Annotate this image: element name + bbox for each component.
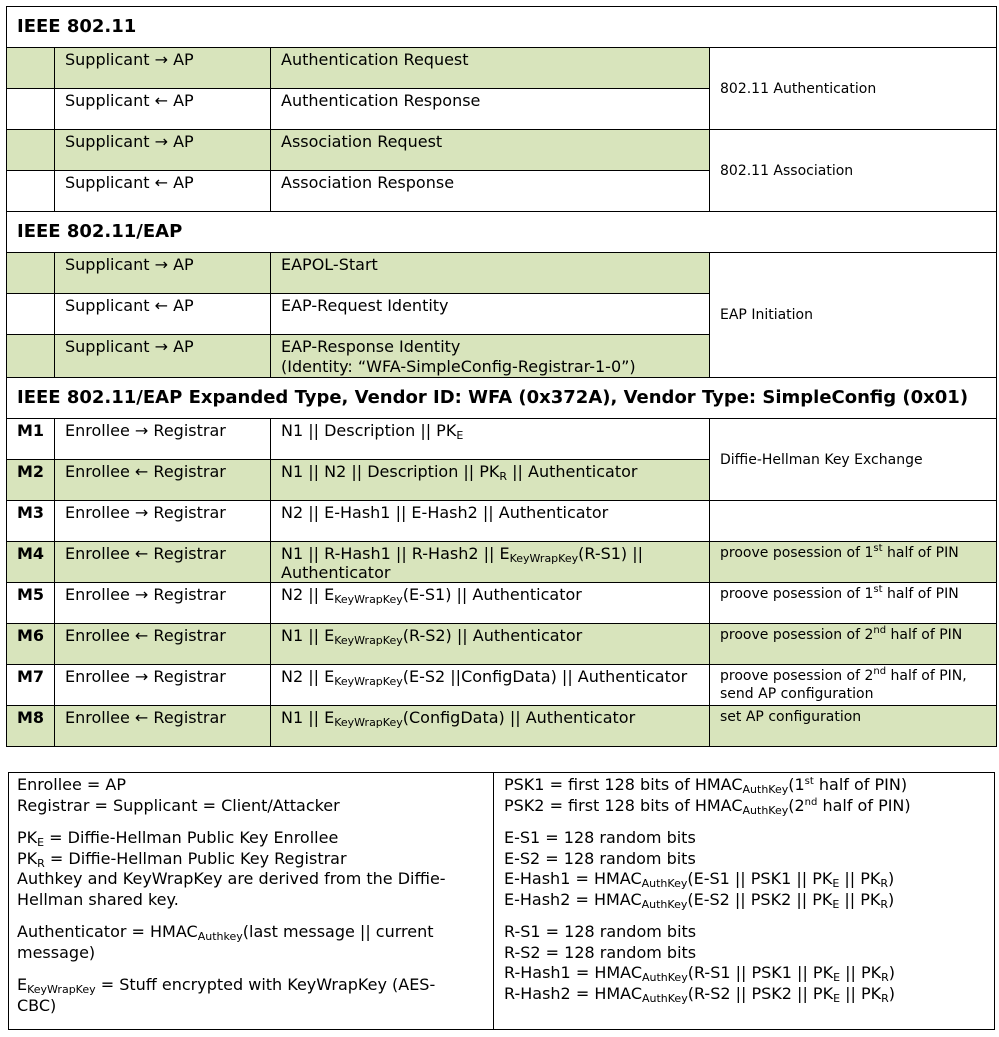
id-cell bbox=[7, 335, 55, 378]
legend-line: $PK_E$ = Diffie-Hellman Public Key Enrollee bbox=[17, 828, 339, 849]
direction-cell: Enrollee ← Registrar bbox=[55, 706, 271, 747]
legend-line: PSK2 = first 128 bits of $HMAC_{AuthKey}(2nd$ half of PIN) bbox=[504, 795, 911, 817]
direction-cell: Supplicant ← AP bbox=[55, 89, 271, 130]
table-row bbox=[7, 253, 997, 294]
direction-cell: Enrollee → Registrar bbox=[55, 583, 271, 624]
direction-cell: Supplicant ← AP bbox=[55, 171, 271, 212]
legend-line: R-S1 = 128 random bits bbox=[504, 922, 697, 941]
protocol-table bbox=[6, 6, 997, 747]
message-cell: Authentication Request bbox=[271, 48, 710, 89]
message-cell: N2 || $E_{KeyWrapKey}(E-S1)$ || Authenticator bbox=[271, 583, 710, 624]
direction-cell: Enrollee → Registrar bbox=[55, 501, 271, 542]
id-cell bbox=[7, 253, 55, 294]
legend-line: CBC) bbox=[17, 995, 57, 1015]
message-cell: Authentication Response bbox=[271, 89, 710, 130]
direction-cell: Supplicant → AP bbox=[55, 253, 271, 294]
message-cell: Association Response bbox=[271, 171, 710, 212]
phase-note: proove posession of 2nd half of PIN bbox=[710, 624, 997, 665]
message-cell: Association Request bbox=[271, 130, 710, 171]
section-title: IEEE 802.11 bbox=[7, 7, 997, 48]
legend-line: R-Hash1 = $HMAC_{AuthKey}(R-S1$ || PSK1 || $PK_E$ || $PK_R$) bbox=[504, 963, 896, 984]
message-cell: N1 || $E_{KeyWrapKey}(R-S2)$ || Authenticator bbox=[271, 624, 710, 665]
message-cell: N1 || Description || $PK_E$ bbox=[271, 419, 710, 460]
message-cell bbox=[271, 335, 710, 378]
message-id: M8 bbox=[7, 706, 55, 747]
legend-line: E-Hash1 = $HMAC_{AuthKey}(E-S1$ || PSK1 || $PK_E$ || $PK_R$) bbox=[504, 869, 895, 890]
id-cell bbox=[7, 48, 55, 89]
phase-note: proove posession of 1st half of PIN bbox=[710, 583, 997, 624]
legend-line: $E_{KeyWrapKey}$ = Stuff encrypted with KeyWrapKey (AES- bbox=[17, 975, 436, 996]
phase-note: proove posession of 2nd half of PIN, send AP configuration bbox=[710, 665, 997, 706]
table-row bbox=[7, 419, 997, 460]
message-id: M5 bbox=[7, 583, 55, 624]
section-title: IEEE 802.11/EAP bbox=[7, 212, 997, 253]
legend-left bbox=[9, 773, 494, 1029]
message-cell: N1 || N2 || Description || $PK_R$ || Authenticator bbox=[271, 460, 710, 501]
section-title: IEEE 802.11/EAP Expanded Type, Vendor ID: WFA (0x372A), Vendor Type: SimpleConfig (0x01) bbox=[7, 378, 997, 419]
phase-note: EAP Initiation bbox=[710, 253, 997, 378]
message-detail: (Identity: “WFA-SimpleConfig-Registrar-1-0”) bbox=[281, 357, 636, 376]
section-row bbox=[7, 212, 997, 253]
legend-line: R-Hash2 = $HMAC_{AuthKey}(R-S2$ || PSK2 || $PK_E$ || $PK_R$) bbox=[504, 983, 896, 1005]
table-row bbox=[7, 501, 997, 542]
message-id: M2 bbox=[7, 460, 55, 501]
message-cell: EAP-Request Identity bbox=[271, 294, 710, 335]
direction-cell: Enrollee ← Registrar bbox=[55, 542, 271, 583]
legend-line: Authenticator = $HMAC_{Authkey}(last$ message || current bbox=[17, 922, 434, 943]
direction-cell: Supplicant ← AP bbox=[55, 294, 271, 335]
legend-line: Enrollee = AP bbox=[17, 775, 127, 794]
table-row bbox=[7, 624, 997, 665]
legend-line: PSK1 = first 128 bits of $HMAC_{AuthKey}(1st$ half of PIN) bbox=[504, 775, 908, 796]
message-id: M1 bbox=[7, 419, 55, 460]
legend-line: message) bbox=[17, 942, 96, 962]
phase-note bbox=[710, 501, 997, 542]
direction-cell: Supplicant → AP bbox=[55, 48, 271, 89]
direction-cell: Supplicant → AP bbox=[55, 130, 271, 171]
message-id: M4 bbox=[7, 542, 55, 583]
section-row bbox=[7, 378, 997, 419]
direction-cell: Supplicant → AP bbox=[55, 335, 271, 378]
legend-line: E-Hash2 = $HMAC_{AuthKey}(E-S2$ || PSK2 || $PK_E$ || $PK_R$) bbox=[504, 889, 895, 911]
table-row bbox=[7, 583, 997, 624]
message-cell: N2 || $E_{KeyWrapKey}(E-S2$ ||ConfigData) || Authenticator bbox=[271, 665, 710, 706]
message-cell: N2 || E-Hash1 || E-Hash2 || Authenticator bbox=[271, 501, 710, 542]
message-cell: EAPOL-Start bbox=[271, 253, 710, 294]
legend-right bbox=[494, 773, 994, 1029]
table-row bbox=[7, 130, 997, 171]
message-id: M6 bbox=[7, 624, 55, 665]
message-cell: N1 || R-Hash1 || R-Hash2 || $E_{KeyWrapKey}(R-S1)$ || Authenticator bbox=[271, 542, 710, 583]
message-text: EAP-Response Identity bbox=[281, 337, 461, 356]
phase-note: proove posession of 1st half of PIN bbox=[710, 542, 997, 583]
legend-line: E-S2 = 128 random bits bbox=[504, 848, 696, 868]
legend-line: $PK_R$ = Diffie-Hellman Public Key Registrar bbox=[17, 848, 347, 870]
table-row bbox=[7, 48, 997, 89]
phase-note: 802.11 Authentication bbox=[710, 48, 997, 130]
legend-line: Hellman shared key. bbox=[17, 889, 179, 909]
id-cell bbox=[7, 130, 55, 171]
legend-line: Registrar = Supplicant = Client/Attacker bbox=[17, 795, 340, 815]
table-row bbox=[7, 706, 997, 747]
table-row bbox=[7, 665, 997, 706]
section-row bbox=[7, 7, 997, 48]
table-row bbox=[7, 542, 997, 583]
message-cell: N1 || $E_{KeyWrapKey}(ConfigData)$ || Authenticator bbox=[271, 706, 710, 747]
phase-note: 802.11 Association bbox=[710, 130, 997, 212]
legend-line: E-S1 = 128 random bits bbox=[504, 828, 696, 847]
direction-cell: Enrollee → Registrar bbox=[55, 419, 271, 460]
direction-cell: Enrollee ← Registrar bbox=[55, 460, 271, 501]
phase-note: set AP configuration bbox=[710, 706, 997, 747]
legend-line: R-S2 = 128 random bits bbox=[504, 942, 697, 962]
id-cell bbox=[7, 171, 55, 212]
direction-cell: Enrollee → Registrar bbox=[55, 665, 271, 706]
message-id: M3 bbox=[7, 501, 55, 542]
legend-line: Authkey and KeyWrapKey are derived from the Diffie- bbox=[17, 869, 446, 888]
direction-cell: Enrollee ← Registrar bbox=[55, 624, 271, 665]
phase-note: Diffie-Hellman Key Exchange bbox=[710, 419, 997, 501]
id-cell bbox=[7, 89, 55, 130]
legend-box bbox=[8, 772, 995, 1030]
id-cell bbox=[7, 294, 55, 335]
message-id: M7 bbox=[7, 665, 55, 706]
